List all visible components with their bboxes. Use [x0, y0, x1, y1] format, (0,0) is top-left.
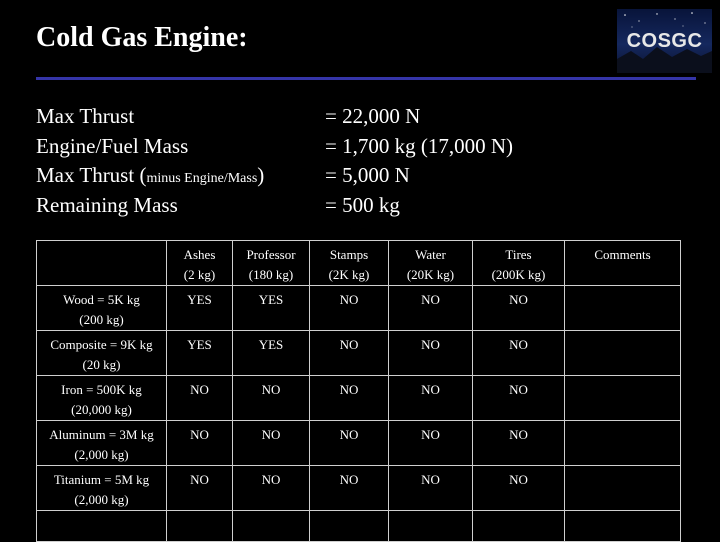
table-row	[37, 286, 681, 331]
table-cell: NO	[473, 421, 565, 466]
spec-value: = 22,000 N	[325, 104, 421, 128]
logo-text: COSGC	[626, 30, 703, 52]
table-cell: NO	[233, 376, 310, 421]
table-cell: NO	[233, 421, 310, 466]
comment-cell	[565, 286, 681, 331]
table-cell	[37, 511, 167, 542]
cosgc-logo	[617, 9, 712, 73]
table-cell: NO	[389, 286, 473, 331]
spec-label	[36, 161, 264, 194]
slide-title: Cold Gas Engine:	[36, 22, 248, 53]
table-cell: NO	[389, 421, 473, 466]
table-cell	[473, 511, 565, 542]
table-cell: NO	[167, 466, 233, 511]
spec-label-text: Remaining Mass	[36, 192, 178, 217]
table-cell	[389, 511, 473, 542]
table-cell: NO	[389, 331, 473, 376]
table-header-cell: Water (20K kg)	[389, 241, 473, 286]
table-cell: NO	[310, 286, 389, 331]
table-cell: NO	[167, 421, 233, 466]
table-cell: YES	[167, 331, 233, 376]
table-cell: NO	[167, 376, 233, 421]
spec-label-text: Engine/Fuel Mass	[36, 133, 189, 158]
table-header-cell	[37, 241, 167, 286]
table-cell: NO	[389, 376, 473, 421]
row-header-cell: Aluminum = 3M kg (2,000 kg)	[37, 421, 167, 466]
comment-cell	[565, 376, 681, 421]
material-payload-table	[36, 240, 681, 542]
table-row	[37, 376, 681, 421]
comment-cell	[565, 421, 681, 466]
table-header-cell: Ashes (2 kg)	[167, 241, 233, 286]
table-header-cell: Comments	[565, 241, 681, 286]
table-cell: NO	[389, 466, 473, 511]
table-cell: NO	[473, 286, 565, 331]
table-cell: NO	[233, 466, 310, 511]
spec-label	[36, 132, 188, 162]
table-cell	[167, 511, 233, 542]
table-row	[37, 421, 681, 466]
table-header-cell: Tires (200K kg)	[473, 241, 565, 286]
table-header-cell: Stamps (2K kg)	[310, 241, 389, 286]
comment-cell	[565, 331, 681, 376]
table-row	[37, 331, 681, 376]
spec-label-text: Max Thrust (	[36, 163, 147, 187]
comment-cell	[565, 511, 681, 542]
table-cell: NO	[473, 466, 565, 511]
table-header-row	[37, 241, 681, 286]
table-cell: NO	[310, 376, 389, 421]
table-cell: NO	[473, 376, 565, 421]
table-cell: YES	[233, 331, 310, 376]
spec-value: = 500 kg	[325, 192, 400, 217]
table-cell: YES	[233, 286, 310, 331]
table-row	[37, 466, 681, 511]
spec-value: = 5,000 N	[325, 163, 410, 187]
comment-cell	[565, 466, 681, 511]
row-header-cell: Iron = 500K kg (20,000 kg)	[37, 376, 167, 421]
table-cell: NO	[310, 466, 389, 511]
spec-value: = 1,700 kg (17,000 N)	[325, 133, 513, 158]
table-header-cell: Professor (180 kg)	[233, 241, 310, 286]
table-cell: YES	[167, 286, 233, 331]
row-header-cell: Composite = 9K kg (20 kg)	[37, 331, 167, 376]
table-cell: NO	[310, 331, 389, 376]
row-header-cell: Wood = 5K kg (200 kg)	[37, 286, 167, 331]
table-cell: NO	[310, 421, 389, 466]
spec-label-text: Max Thrust	[36, 104, 135, 128]
spec-label-suffix: )	[257, 163, 265, 187]
row-header-cell: Titanium = 5M kg (2,000 kg)	[37, 466, 167, 511]
spec-label	[36, 102, 134, 132]
table-cell	[233, 511, 310, 542]
table-cell	[310, 511, 389, 542]
spec-label-small-text: minus Engine/Mass	[146, 171, 258, 186]
table-cell: NO	[473, 331, 565, 376]
table-row-empty	[37, 511, 681, 542]
title-divider	[36, 77, 696, 80]
spec-label	[36, 191, 178, 221]
